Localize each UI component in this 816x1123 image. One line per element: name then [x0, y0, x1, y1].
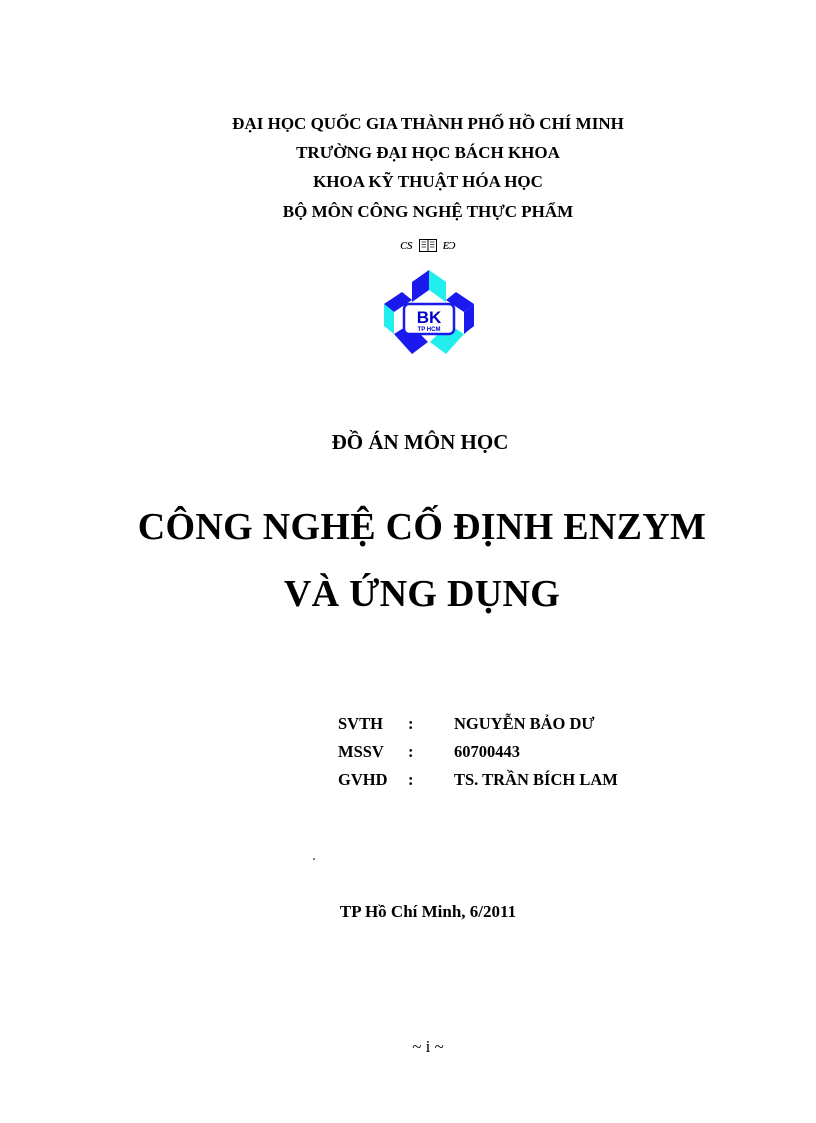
info-row: [338, 766, 618, 794]
info-separator: :: [408, 770, 414, 789]
stray-dot: [313, 858, 315, 860]
thesis-title-line1: CÔNG NGHỆ CỐ ĐỊNH ENZYM: [137, 506, 707, 548]
place-date: TP Hồ Chí Minh, 6/2011: [339, 902, 517, 921]
info-value: TS. TRẦN BÍCH LAM: [454, 770, 618, 789]
school-name: TRƯỜNG ĐẠI HỌC BÁCH KHOA: [296, 143, 560, 162]
ornament: [368, 234, 488, 256]
thesis-title-line2: VÀ ỨNG DỤNG: [283, 573, 561, 615]
info-key: MSSV: [338, 742, 384, 761]
info-row: [338, 710, 618, 738]
ornament-left: ᴄs: [400, 236, 413, 253]
logo-subtext: TP HCM: [417, 327, 441, 333]
info-separator: :: [408, 742, 414, 761]
department-name: BỘ MÔN CÔNG NGHỆ THỰC PHẨM: [282, 202, 574, 221]
info-value: NGUYỄN BẢO DƯ: [454, 714, 595, 733]
university-name: ĐẠI HỌC QUỐC GIA THÀNH PHỐ HỒ CHÍ MINH: [232, 114, 624, 133]
logo-top-left-face: [412, 270, 429, 302]
student-info-table: [338, 710, 618, 794]
info-separator: :: [408, 714, 414, 733]
bk-logo: [382, 268, 476, 356]
info-key: GVHD: [338, 770, 388, 789]
faculty-name: KHOA KỸ THUẬT HÓA HỌC: [313, 172, 543, 191]
info-row: [338, 738, 618, 766]
logo-top-right-face: [429, 270, 446, 302]
page-number: ~ i ~: [412, 1037, 444, 1056]
book-icon: [419, 239, 437, 252]
project-type: ĐỒ ÁN MÔN HỌC: [331, 430, 509, 454]
logo-text: BK: [416, 308, 442, 327]
ornament-right: ᴇᴐ: [442, 236, 456, 253]
info-key: SVTH: [338, 714, 383, 733]
info-value: 60700443: [454, 742, 520, 761]
